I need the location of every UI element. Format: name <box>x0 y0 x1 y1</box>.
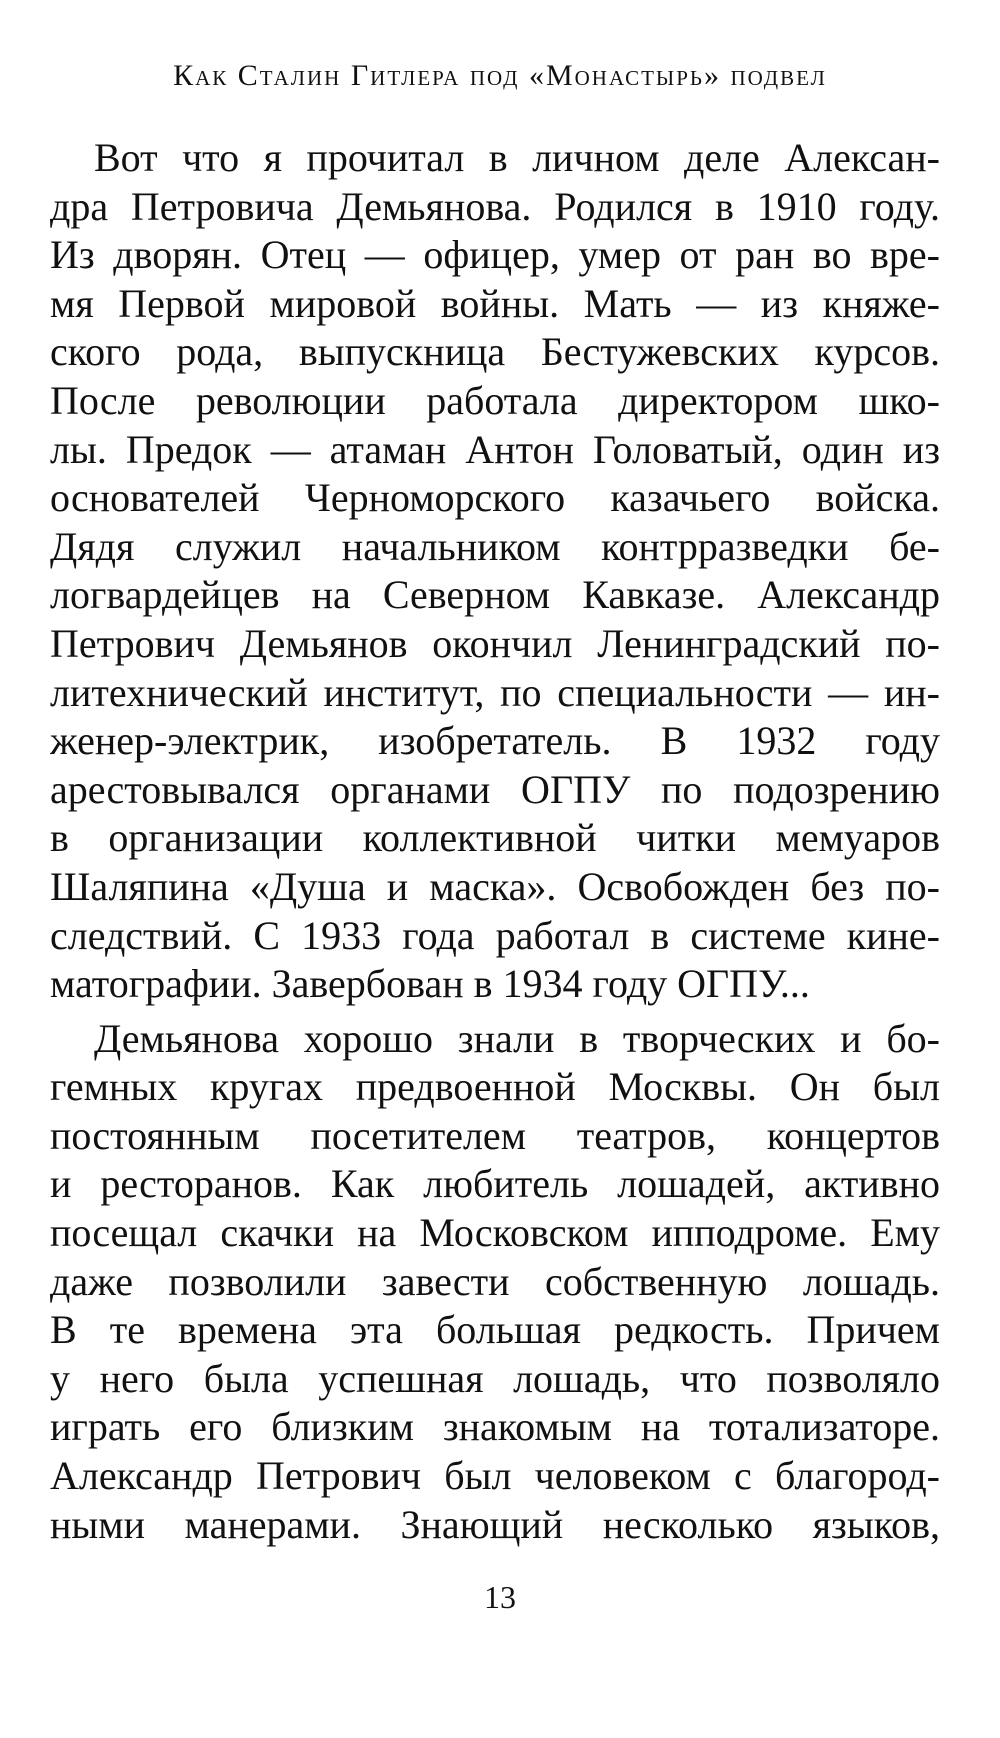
text-line: постоянным посетителем театров, концертов <box>50 1112 940 1158</box>
text-line: ского рода, выпускница Бестужевских курсов. <box>50 329 940 375</box>
text-line: матографии. Завербован в 1934 году ОГПУ... <box>50 961 810 1007</box>
text-line: у него была успешная лошадь, что позволяло <box>50 1355 940 1401</box>
text-line: Демьянова хорошо знали в творческих и бо- <box>94 1015 940 1061</box>
text-line: и ресторанов. Как любитель лошадей, активно <box>50 1161 940 1207</box>
text-line: логвардейцев на Северном Кавказе. Александр <box>50 572 940 618</box>
text-line: женер-электрик, изобретатель. В 1932 году <box>50 718 940 764</box>
text-line: Петрович Демьянов окончил Ленинградский по- <box>50 620 940 666</box>
text-line: арестовывался органами ОГПУ по подозрению <box>50 766 940 812</box>
text-line: мя Первой мировой войны. Мать — из княже- <box>50 280 940 326</box>
text-line: гемных кругах предвоенной Москвы. Он был <box>50 1064 940 1110</box>
paragraph <box>50 1015 940 1550</box>
text-line: дра Петровича Демьянова. Родился в 1910 году. <box>50 183 940 229</box>
text-line: лы. Предок — атаман Антон Головатый, один из <box>50 426 940 472</box>
text-line: Вот что я прочитал в личном деле Алексан- <box>94 135 940 180</box>
paragraph <box>50 134 940 1009</box>
text-line: Из дворян. Отец — офицер, умер от ран во вре- <box>50 232 940 278</box>
text-line: После революции работала директором шко- <box>50 377 940 423</box>
body-text <box>50 134 940 1549</box>
text-line: Александр Петрович был человеком с благород- <box>50 1453 940 1499</box>
text-line: Дядя служил начальником контрразведки бе- <box>50 523 940 569</box>
page-number: 13 <box>484 1579 516 1615</box>
text-line: даже позволили завести собственную лошадь. <box>50 1258 940 1304</box>
running-header: Как Сталин Гитлера под «Монастырь» подвел <box>173 59 827 92</box>
text-line: в организации коллективной читки мемуаров <box>50 815 940 861</box>
text-line: В те времена эта большая редкость. Причем <box>50 1307 940 1353</box>
text-line: посещал скачки на Московском ипподроме. Ему <box>50 1210 940 1256</box>
text-line: следствий. С 1933 года работал в системе кине- <box>50 912 940 958</box>
text-line: ными манерами. Знающий несколько языков, <box>50 1501 940 1547</box>
text-line: играть его близким знакомым на тотализаторе. <box>50 1404 940 1450</box>
text-line: основателей Черноморского казачьего войска. <box>50 475 940 521</box>
text-line: Шаляпина «Душа и маска». Освобожден без по- <box>50 863 940 909</box>
text-line: литехнический институт, по специальности — ин- <box>50 669 940 715</box>
